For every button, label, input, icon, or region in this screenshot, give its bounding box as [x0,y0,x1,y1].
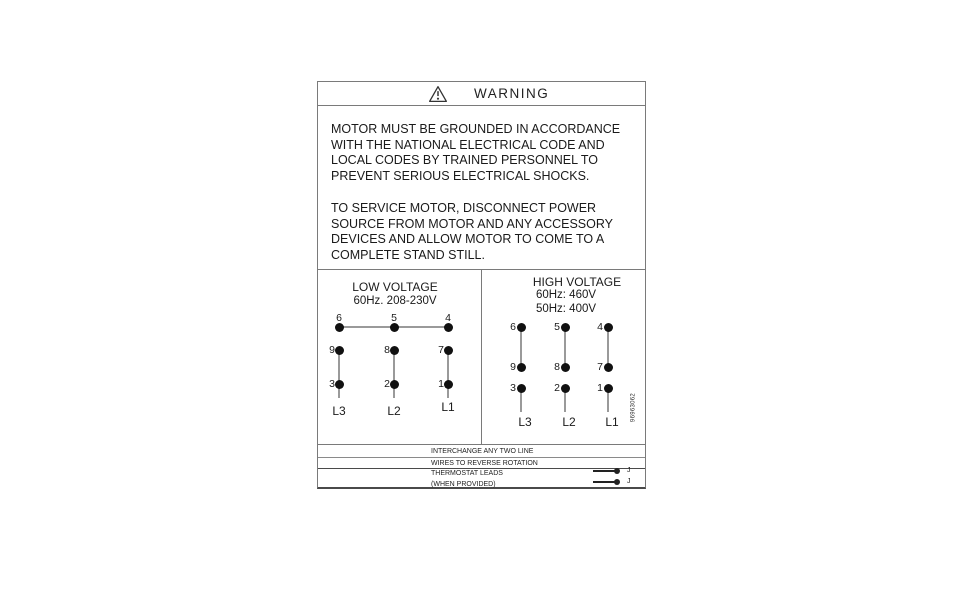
terminal-number: 3 [329,378,335,390]
line-label: L1 [441,400,455,414]
terminal-dot [335,346,344,355]
terminal-number: 8 [384,344,390,356]
terminal-dot [335,380,344,389]
terminal-dot [390,346,399,355]
panel-title: LOW VOLTAGE [352,280,438,294]
row-separator [318,457,645,458]
warning-text-line: SOURCE FROM MOTOR AND ANY ACCESSORY [331,216,614,231]
line-label: L3 [332,404,346,418]
grounding-warning-text [331,122,637,184]
note-interchange-line2: WIRES TO REVERSE ROTATION [431,460,538,467]
connector-line [520,327,522,367]
terminal-number: 1 [438,378,444,390]
terminal-number: 5 [391,312,397,324]
warning-text-line: LOCAL CODES BY TRAINED PERSONNEL TO [331,153,598,167]
note-thermostat-line1: THERMOSTAT LEADS [431,470,503,477]
warning-header [318,82,645,106]
panel-subtitle: 50Hz: 400V [535,303,597,315]
terminal-number: 8 [554,361,560,373]
terminal-number: 3 [510,382,516,394]
terminal-dot [604,323,613,332]
connector-line [564,327,566,367]
note-interchange-line1: INTERCHANGE ANY TWO LINE [431,448,534,455]
terminal-dot [561,323,570,332]
note-thermostat-line2: (WHEN PROVIDED) [431,481,496,488]
row-separator [318,468,645,469]
warning-text-line: DEVICES AND ALLOW MOTOR TO COME TO A [331,232,605,246]
terminal-number: 4 [597,321,603,333]
panel-subtitle: 60Hz. 208-230V [353,295,437,307]
terminal-dot [517,323,526,332]
terminal-dot [517,384,526,393]
terminal-number: 2 [384,378,390,390]
connector-line [607,327,609,367]
warning-triangle-icon [428,85,448,108]
thermostat-lead-line [593,470,615,472]
connector-line [393,350,395,398]
connector-line [447,350,449,398]
panel-subtitle: 60Hz: 460V [535,289,597,301]
voltage-diagrams-section [318,269,645,444]
warning-text-line: COMPLETE STAND STILL. [331,247,485,262]
terminal-number: 6 [336,312,342,324]
terminal-number: 5 [554,321,560,333]
thermostat-lead-line [593,481,615,483]
warning-text-line: TO SERVICE MOTOR, DISCONNECT POWER [331,201,597,215]
terminal-dot [561,363,570,372]
terminal-dot [517,363,526,372]
terminal-number: 4 [445,312,451,324]
terminal-number: 9 [329,344,335,356]
line-label: L2 [387,404,401,418]
notes-section [318,444,645,489]
terminal-dot [604,384,613,393]
panel-divider [481,270,482,445]
terminal-dot [444,380,453,389]
service-warning-text [331,201,637,263]
terminal-number: 2 [554,382,560,394]
warning-title: WARNING [474,86,550,101]
terminal-number: 7 [597,361,603,373]
thermostat-lead-dot [614,479,620,485]
thermostat-lead-label: J [627,478,631,485]
terminal-dot [390,380,399,389]
line-label: L2 [562,415,576,429]
warning-text-line: PREVENT SERIOUS ELECTRICAL SHOCKS. [331,168,590,183]
line-label: L1 [605,415,619,429]
panel-title: HIGH VOLTAGE [532,275,622,289]
terminal-number: 1 [597,382,603,394]
terminal-dot [561,384,570,393]
thermostat-lead-label: J [627,467,631,474]
motor-warning-label [317,81,646,489]
warning-text-line: WITH THE NATIONAL ELECTRICAL CODE AND [331,137,605,152]
connector-line [338,350,340,398]
line-label: L3 [518,415,532,429]
terminal-dot [444,346,453,355]
terminal-number: 6 [510,321,516,333]
terminal-dot [604,363,613,372]
terminal-number: 9 [510,361,516,373]
thermostat-lead-dot [614,468,620,474]
part-number: 96963062 [630,392,637,423]
warning-text-line: MOTOR MUST BE GROUNDED IN ACCORDANCE [331,122,621,136]
terminal-number: 7 [438,344,444,356]
